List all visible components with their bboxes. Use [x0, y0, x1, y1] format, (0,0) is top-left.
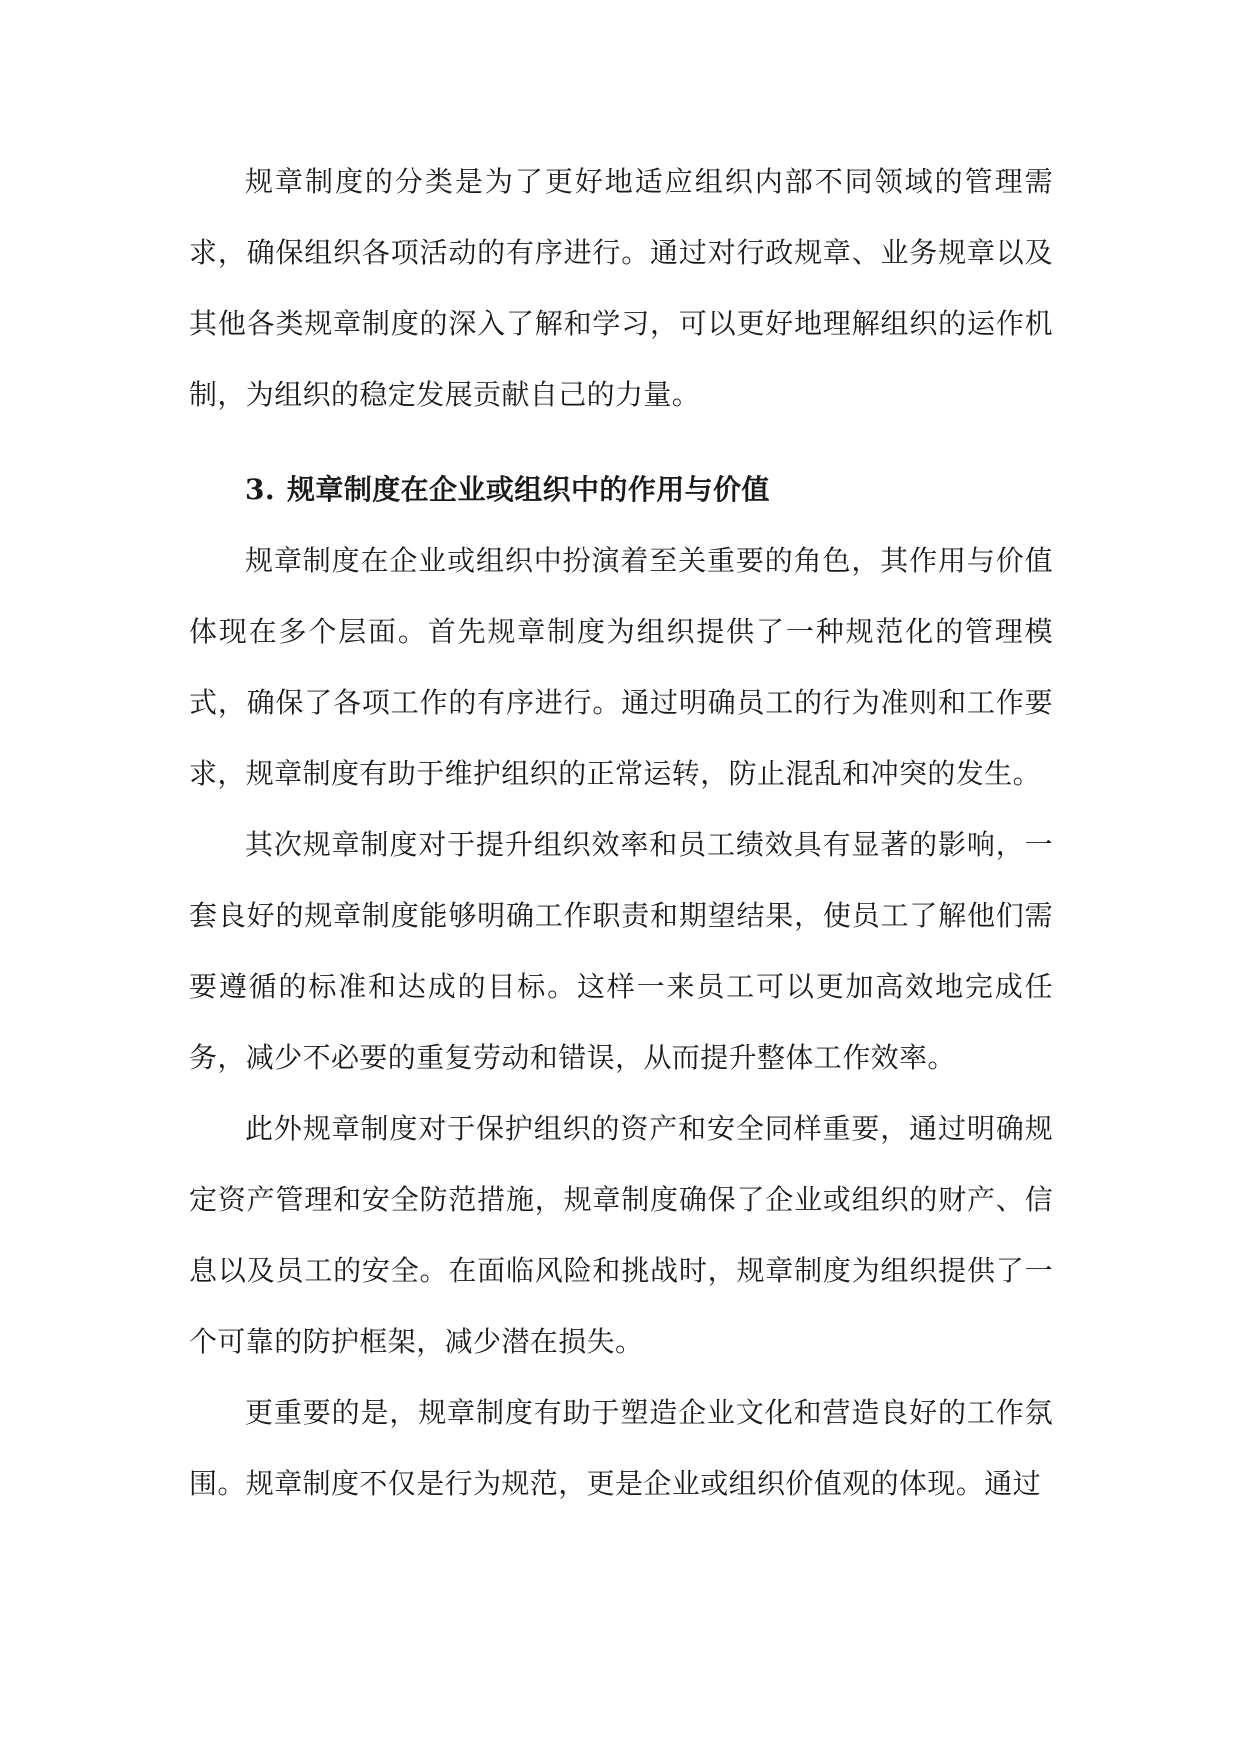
document-body — [189, 146, 1053, 1519]
section-number: 3. — [245, 473, 276, 506]
section-heading — [189, 454, 1053, 525]
paragraph-classification-summary: 规章制度的分类是为了更好地适应组织内部不同领域的管理需求，确保组织各项活动的有序进行。通过对行政规章、业务规章以及其他各类规章制度的深入了解和学习，可以更好地理解组织的运作机制，为组织的稳定发展贡献自己的力量。 — [189, 165, 1053, 411]
paragraph-efficiency: 其次规章制度对于提升组织效率和员工绩效具有显著的影响，一套良好的规章制度能够明确工作职责和期望结果，使员工了解他们需要遵循的标准和达成的目标。这样一来员工可以更加高效地完成任务，减少不必要的重复劳动和错误，从而提升整体工作效率。 — [189, 828, 1053, 1074]
paragraph-asset-security: 此外规章制度对于保护组织的资产和安全同样重要，通过明确规定资产管理和安全防范措施，规章制度确保了企业或组织的财产、信息以及员工的安全。在面临风险和挑战时，规章制度为组织提供了一个可靠的防护框架，减少潜在损失。 — [189, 1112, 1053, 1358]
paragraph-culture: 更重要的是，规章制度有助于塑造企业文化和营造良好的工作氛围。规章制度不仅是行为规范，更是企业或组织价值观的体现。通过 — [189, 1396, 1053, 1500]
paragraph-role: 规章制度在企业或组织中扮演着至关重要的角色，其作用与价值体现在多个层面。首先规章制度为组织提供了一种规范化的管理模式，确保了各项工作的有序进行。通过明确员工的行为准则和工作要求，规章制度有助于维护组织的正常运转，防止混乱和冲突的发生。 — [189, 544, 1053, 790]
section-title: 规章制度在企业或组织中的作用与价值 — [287, 473, 770, 506]
